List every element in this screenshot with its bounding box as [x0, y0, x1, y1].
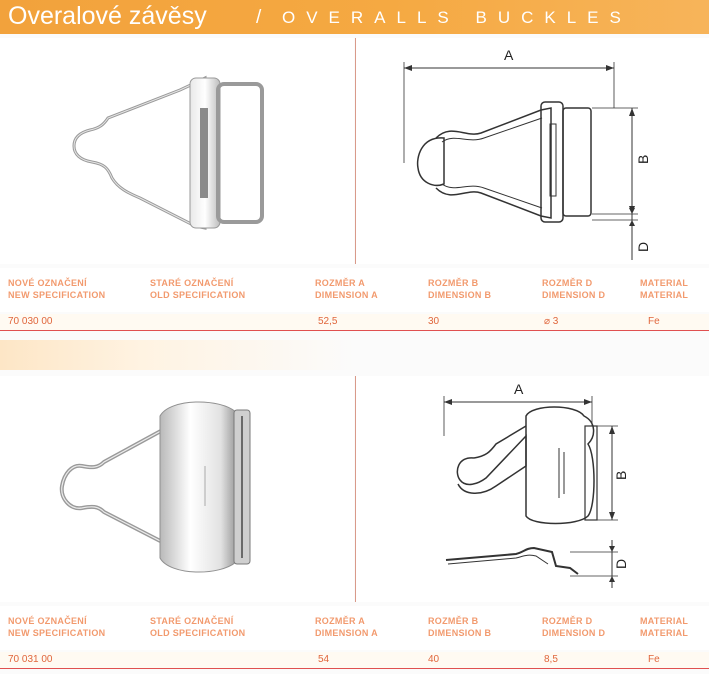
col-material: MATERIAL MATERIAL — [640, 616, 689, 638]
product-2-label-d: D — [613, 558, 629, 569]
product-1-dim-b: 30 — [428, 316, 440, 327]
product-1-photo — [0, 38, 354, 264]
product-1-table-header — [0, 268, 709, 312]
title-banner — [0, 0, 709, 34]
product-2-new-spec: 70 031 00 — [8, 654, 53, 665]
product-1-dim-a: 52,5 — [318, 316, 338, 327]
product-2-label-b: B — [613, 470, 629, 480]
product-2-dim-a: 54 — [318, 654, 330, 665]
product-2-table-row — [0, 652, 709, 669]
col-new-spec: NOVÉ OZNAČENÍ NEW SPECIFICATION — [8, 278, 106, 300]
col-old-spec: STARÉ OZNAČENÍ OLD SPECIFICATION — [150, 616, 246, 638]
col-dim-a: ROZMĚR A DIMENSION A — [315, 616, 378, 638]
title-english: OVERALLS BUCKLES — [282, 8, 632, 27]
product-1-label-d: D — [635, 241, 651, 252]
product-2-label-a: A — [514, 381, 524, 397]
product-1-photo-panel — [0, 38, 354, 264]
product-1-table-row — [0, 314, 709, 331]
col-dim-d: ROZMĚR D DIMENSION D — [542, 616, 606, 638]
col-new-spec: NOVÉ OZNAČENÍ NEW SPECIFICATION — [8, 616, 106, 638]
product-1-material: Fe — [648, 316, 660, 327]
section-separator — [0, 340, 709, 370]
product-2-diagram-panel — [356, 376, 709, 602]
product-1-label-a: A — [504, 47, 514, 63]
col-material: MATERIAL MATERIAL — [640, 278, 689, 300]
col-dim-a: ROZMĚR A DIMENSION A — [315, 278, 378, 300]
col-dim-d: ROZMĚR D DIMENSION D — [542, 278, 606, 300]
product-1-label-b: B — [635, 154, 651, 164]
title-czech: Overalové závěsy — [8, 2, 207, 30]
product-2-material: Fe — [648, 654, 660, 665]
product-1-diagram — [356, 38, 709, 264]
col-dim-b: ROZMĚR B DIMENSION B — [428, 278, 492, 300]
product-2-table-header — [0, 606, 709, 650]
product-1-diagram-panel — [356, 38, 709, 264]
title-separator: / — [256, 7, 262, 28]
col-old-spec: STARÉ OZNAČENÍ OLD SPECIFICATION — [150, 278, 246, 300]
col-dim-b: ROZMĚR B DIMENSION B — [428, 616, 492, 638]
product-1-new-spec: 70 030 00 — [8, 316, 53, 327]
product-2-dim-d: 8,5 — [544, 654, 558, 665]
product-2-dim-b: 40 — [428, 654, 440, 665]
product-2-diagram — [356, 376, 709, 602]
product-1-dim-d: ⌀ 3 — [544, 316, 559, 327]
product-2-photo — [0, 376, 354, 602]
product-2-photo-panel — [0, 376, 354, 602]
